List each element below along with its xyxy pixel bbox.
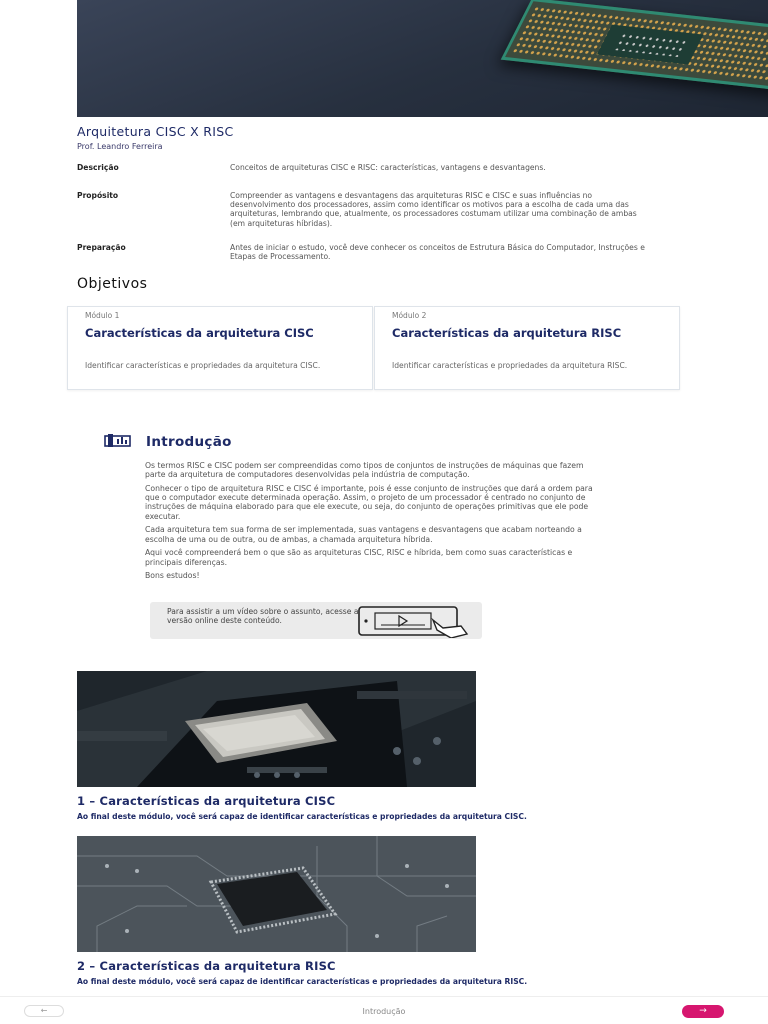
presentation-icon [104,434,131,447]
course-title: Arquitetura CISC X RISC [77,124,234,139]
intro-paragraph: Cada arquitetura tem sua forma de ser implementada, suas vantagens e desvantagens que acabam norteando a escolha de uma ou de outra, ou de ambas, a chamada arquitetura híbrida. [145,525,582,544]
section-description-2: Ao final deste módulo, você será capaz de identificar características e propriedades da arquitetura RISC. [77,977,528,986]
meta-value: Antes de iniciar o estudo, você deve conhecer os conceitos de Estrutura Básica do Computador, Instruções e Etapas de Processamento. [230,243,645,262]
next-button[interactable]: → [682,1005,724,1018]
module-label: Módulo 1 [85,311,120,320]
module-description: Identificar características e propriedades da arquitetura RISC. [392,361,628,370]
intro-heading: Introdução [146,434,232,450]
motherboard-cpu-image [77,671,476,787]
hero-image-cpu [77,0,768,117]
module-title: Características da arquitetura CISC [85,326,314,340]
objetivos-heading: Objetivos [77,276,148,292]
video-notice-text: Para assistir a um vídeo sobre o assunto, acesse a versão online deste conteúdo. [167,607,359,625]
module-card-2[interactable] [374,306,680,390]
tablet-touch-icon [355,604,477,638]
current-section-label: Introdução [362,1007,406,1016]
section-description-1: Ao final deste módulo, você será capaz de identificar características e propriedades da arquitetura CISC. [77,812,527,821]
intro-paragraph: Aqui você compreenderá bem o que são as arquiteturas CISC, RISC e híbrida, bem como suas características e principais diferenças. [145,548,573,567]
previous-button[interactable]: ← [24,1005,64,1017]
meta-key: Propósito [77,191,119,200]
module-label: Módulo 2 [392,311,427,320]
intro-paragraph: Bons estudos! [145,571,200,581]
module-card-1[interactable] [67,306,373,390]
meta-key: Preparação [77,243,126,252]
intro-paragraph: Os termos RISC e CISC podem ser compreendidas como tipos de conjuntos de instruções de máquinas que fazem parte da arquitetura de computadores desenvolvidas pela indústria de computação. [145,461,584,480]
meta-value: Conceitos de arquiteturas CISC e RISC: características, vantagens e desvantagens. [230,163,546,172]
intro-paragraph: Conhecer o tipo de arquitetura RISC e CISC é importante, pois é esse conjunto de instruções que dará a ordem para que o computador execute determinada operação. Assim, o projeto de um processador é centrado no conjunto de instruções de máquina elaborado para que ele execute, ou seja, do conjunto de operações primitivas que ele pode executar. [145,484,593,521]
module-title: Características da arquitetura RISC [392,326,622,340]
circuit-board-chip-image [77,836,476,952]
meta-key: Descrição [77,163,119,172]
section-heading-2: 2 – Características da arquitetura RISC [77,959,336,973]
cpu-chip-graphic [501,0,768,92]
meta-preparacao [77,243,677,263]
meta-value: Compreender as vantagens e desvantagens das arquiteturas RISC e CISC e suas influências no desenvolvimento dos processadores, assim como identificar os motivos para a escolha de cada uma das arquiteturas, lembrando que, atualmente, os processadores costumam utilizar uma combinação de ambas (em arquiteturas híbridas). [230,191,637,228]
section-heading-1: 1 – Características da arquitetura CISC [77,794,336,808]
bottom-navigation [0,996,768,1024]
module-description: Identificar características e propriedades da arquitetura CISC. [85,361,321,370]
meta-proposito [77,191,677,233]
intro-text [145,461,595,585]
course-author: Prof. Leandro Ferreira [77,142,163,151]
meta-descricao [77,163,677,183]
video-notice-box [150,602,482,639]
